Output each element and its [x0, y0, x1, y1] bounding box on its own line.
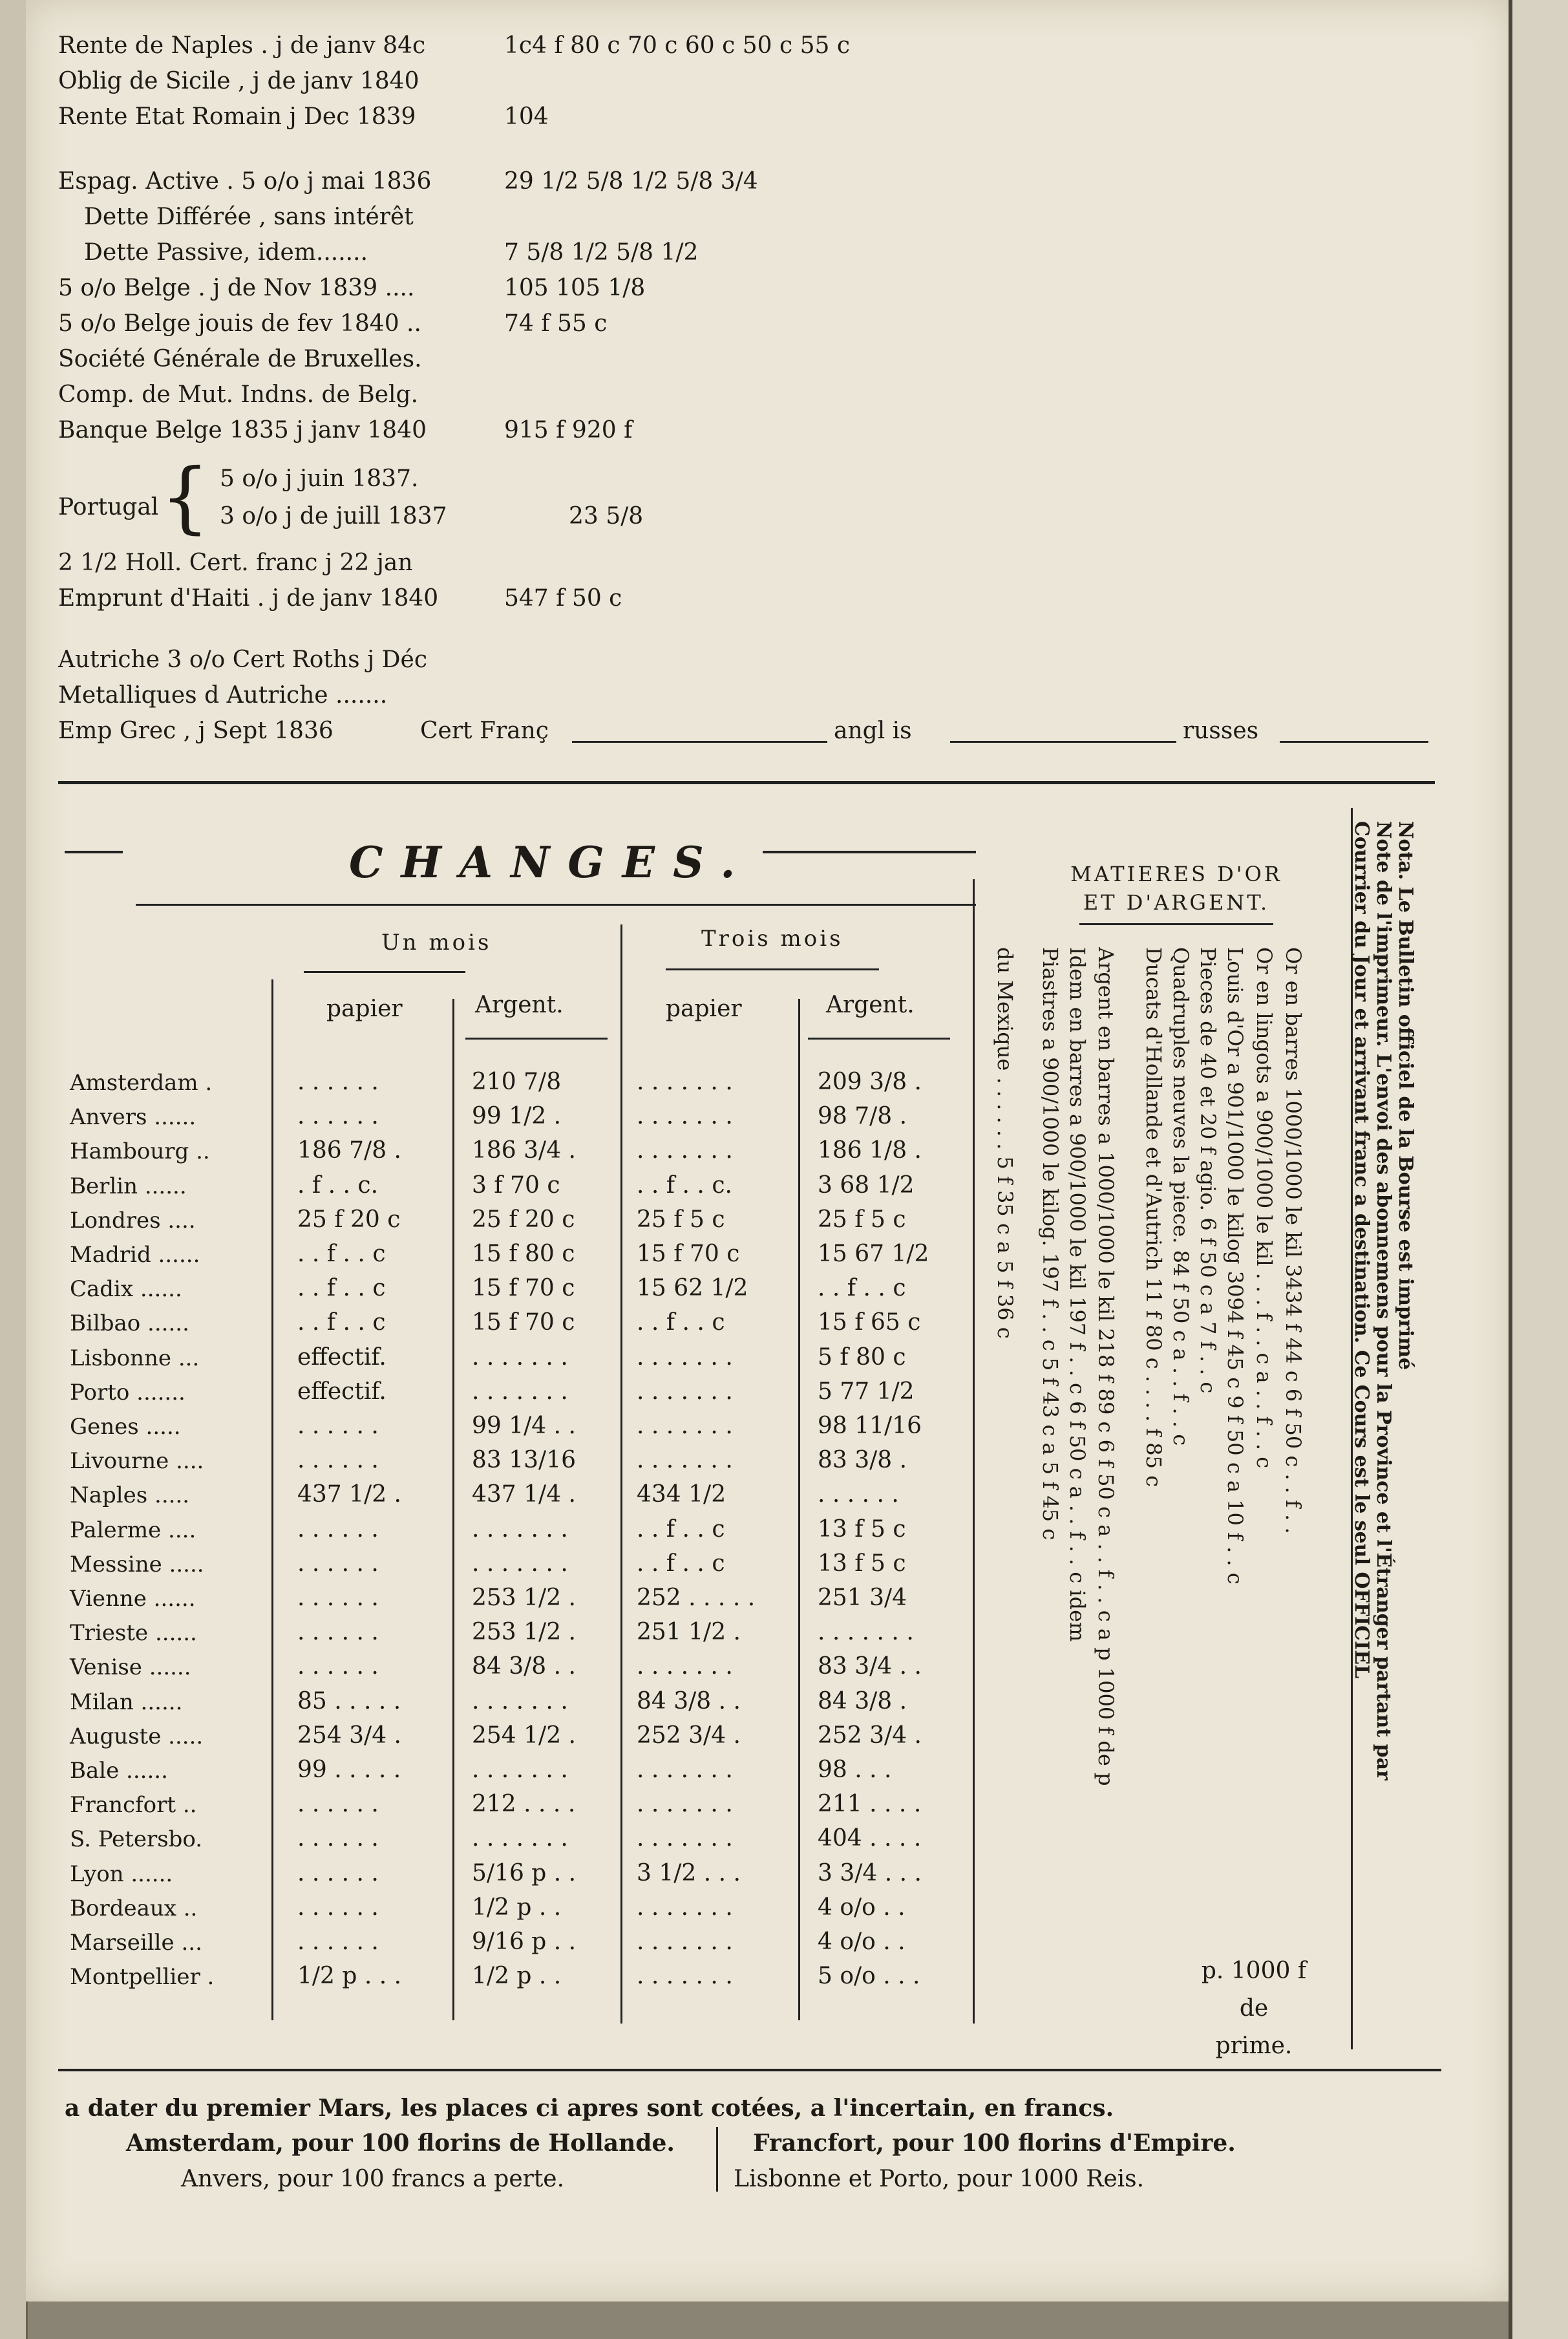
exchange-rate: 5 f 80 c: [818, 1344, 906, 1371]
exchange-city: Livourne ....: [70, 1448, 204, 1474]
portugal-group: [58, 453, 1428, 550]
column-rule: [620, 924, 622, 2024]
exchange-rate: . . . . . . .: [818, 1619, 914, 1645]
trois-mois-swash: [666, 968, 879, 970]
security-row: [58, 310, 1428, 346]
exchange-rate: 13 f 5 c: [818, 1516, 906, 1543]
exchange-rate: 84 3/8 . .: [637, 1688, 741, 1714]
exchange-rate: effectif.: [297, 1378, 387, 1405]
exchange-rate: . . . . . . .: [637, 1653, 733, 1680]
exchange-rate: . . . . . . .: [637, 1791, 733, 1817]
exchange-rate: 254 3/4 .: [297, 1722, 401, 1749]
exchange-city: Milan ......: [70, 1689, 183, 1715]
security-row: [58, 239, 1428, 275]
exchange-rate: . . . . . . .: [472, 1825, 568, 1852]
security-row: [58, 550, 1428, 585]
exchange-city: Montpellier .: [70, 1964, 215, 1990]
exchange-rate: 253 1/2 .: [472, 1585, 576, 1611]
exchange-rate: . . . . . .: [297, 1516, 379, 1543]
changes-title-rule-right: [763, 851, 976, 853]
exchange-city: Amsterdam .: [70, 1070, 213, 1096]
exchange-rate: . . . . . . .: [637, 1344, 733, 1371]
exchange-rate: . . . . . . .: [637, 1413, 733, 1439]
exchange-rate: 25 f 5 c: [637, 1206, 725, 1233]
exchange-rate: 84 3/8 .: [818, 1688, 907, 1714]
exchange-rate: 99 1/2 .: [472, 1103, 562, 1129]
exchange-rate: . . . . . . .: [637, 1894, 733, 1921]
exchange-rate: 3 f 70 c: [472, 1172, 560, 1199]
matieres-line: Ducats d'Hollande et d'Autrich 11 f 80 c . . . . f 85 c: [1141, 947, 1166, 1488]
security-value: 29 1/2 5/8 1/2 5/8 3/4: [504, 168, 758, 195]
exchange-rate: . . f . . c: [637, 1550, 725, 1577]
exchange-rate: 98 . . .: [818, 1757, 892, 1783]
exchange-rate: 4 o/o . .: [818, 1894, 906, 1921]
exchange-city: Cadix ......: [70, 1276, 182, 1302]
security-row: [58, 346, 1428, 381]
exchange-rate: 15 67 1/2: [818, 1241, 929, 1267]
exchange-rate: 211 . . . .: [818, 1791, 922, 1817]
exchange-city: Genes .....: [70, 1414, 181, 1440]
exchange-rate: 3 3/4 . . .: [818, 1860, 922, 1886]
security-row: [58, 417, 1428, 453]
exchange-rate: 5/16 p . .: [472, 1860, 577, 1886]
exchange-rate: . . . . . . .: [472, 1757, 568, 1783]
security-row: [58, 103, 1428, 139]
matieres-line: du Mexique . . . . . . 5 f 35 c a 5 f 36 c: [993, 947, 1017, 1339]
exchange-city: Naples .....: [70, 1482, 190, 1508]
exchange-rate: . . f . . c: [297, 1309, 386, 1336]
changes-title-rule-left: [65, 851, 123, 853]
security-label: Oblig de Sicile , j de janv 1840: [58, 68, 419, 94]
exchange-rate: 25 f 20 c: [297, 1206, 401, 1233]
russes-label: russes: [1183, 718, 1259, 744]
exchange-rate: 83 13/16: [472, 1447, 576, 1473]
exchange-rate: . . . . . .: [297, 1585, 379, 1611]
exchange-rate: . . . . . . .: [472, 1344, 568, 1371]
exchange-rate: 5 77 1/2: [818, 1378, 915, 1405]
un-mois-header: Un mois: [381, 930, 492, 956]
portugal-value: 23 5/8: [569, 503, 644, 529]
matieres-line: Piastres a 900/1000 le kilog. 197 f . . c 5 f 43 c a 5 f 45 c: [1038, 947, 1063, 1541]
emp-grec-row: [58, 718, 1428, 753]
exchange-rate: 3 68 1/2: [818, 1172, 915, 1199]
exchange-rate: 437 1/2 .: [297, 1481, 401, 1508]
exchange-city: Auguste .....: [70, 1724, 204, 1749]
anglais-label: angl is: [834, 718, 912, 744]
exchange-rate: 15 f 80 c: [472, 1241, 575, 1267]
exchange-city: Messine .....: [70, 1552, 204, 1577]
exchange-rate: 252 3/4 .: [818, 1722, 922, 1749]
footer-francfort: Francfort, pour 100 florins d'Empire.: [753, 2130, 1236, 2157]
exchange-rate: . . f . . c: [637, 1516, 725, 1543]
printer-note-line: Courrier du Jour et arrivant franc a destination. Ce Cours est le seul OFFICIEL: [1350, 821, 1373, 1679]
security-label: Comp. de Mut. Indns. de Belg.: [58, 381, 419, 408]
exchange-rate: . . . . . .: [297, 1894, 379, 1921]
exchange-city: Vienne ......: [70, 1586, 196, 1612]
trois-mois-papier-header: papier: [666, 996, 742, 1022]
exchange-rate: 15 f 70 c: [472, 1275, 575, 1301]
exchange-rate: 15 f 65 c: [818, 1309, 921, 1336]
security-row: [58, 168, 1428, 204]
security-row: [58, 275, 1428, 310]
exchange-rate: . . . . . . .: [472, 1378, 568, 1405]
security-row: [58, 32, 1428, 68]
exchange-rate: 212 . . . .: [472, 1791, 576, 1817]
security-value: 547 f 50 c: [504, 585, 622, 612]
adjacent-page-edge-right: [1509, 0, 1568, 2339]
exchange-city: S. Petersbo.: [70, 1826, 203, 1852]
exchange-rate: . . . . . . .: [472, 1516, 568, 1543]
exchange-rate: 25 f 5 c: [818, 1206, 906, 1233]
matieres-line: Idem en barres a 900/1000 le kil 197 f . . c 6 f 50 c a . . f . . c idem: [1065, 947, 1090, 1642]
exchange-rate: . . f . . c: [637, 1309, 725, 1336]
security-label: Metalliques d Autriche .......: [58, 682, 388, 709]
exchange-rate: . . . . . .: [297, 1619, 379, 1645]
exchange-rate: 1/2 p . .: [472, 1963, 562, 1989]
exchange-city: Madrid ......: [70, 1242, 200, 1268]
exchange-rate: 99 . . . . .: [297, 1757, 401, 1783]
exchange-city: Porto .......: [70, 1380, 185, 1405]
exchange-city: Londres ....: [70, 1208, 196, 1234]
portugal-brace: {: [160, 453, 210, 542]
exchange-rate: 1/2 p . .: [472, 1894, 562, 1921]
exchange-rate: 25 f 20 c: [472, 1206, 575, 1233]
trois-mois-argent-header: Argent.: [826, 992, 915, 1018]
emp-grec-label: Emp Grec , j Sept 1836: [58, 718, 334, 744]
prime-note: [1189, 1952, 1319, 2065]
exchange-rate: 15 f 70 c: [472, 1309, 575, 1336]
exchange-rate: 83 3/8 .: [818, 1447, 907, 1473]
exchange-rate: 209 3/8 .: [818, 1069, 922, 1095]
column-rule: [798, 999, 800, 2020]
security-label: Rente Etat Romain j Dec 1839: [58, 103, 416, 130]
matieres-line: Argent en barres a 1000/1000 le kil 218 f 89 c 6 f 50 c a . . f . . c a p 1000 f de p: [1094, 947, 1118, 1786]
argent-underline-2: [808, 1038, 950, 1040]
security-row: [58, 682, 1428, 718]
prime-line2: de: [1239, 1995, 1269, 2022]
section-divider: [58, 781, 1435, 784]
security-label: 2 1/2 Holl. Cert. franc j 22 jan: [58, 550, 413, 576]
exchange-rate: . . . . . . .: [472, 1550, 568, 1577]
security-value: 7 5/8 1/2 5/8 1/2: [504, 239, 699, 266]
exchange-rate: 9/16 p . .: [472, 1928, 577, 1955]
exchange-rate: 98 11/16: [818, 1413, 922, 1439]
exchange-rate: 4 o/o . .: [818, 1928, 906, 1955]
exchange-rate: . . . . . .: [818, 1481, 899, 1508]
footer-lisbonne: Lisbonne et Porto, pour 1000 Reis.: [734, 2166, 1145, 2192]
column-rule: [973, 879, 975, 2024]
security-label: Emprunt d'Haiti . j de janv 1840: [58, 585, 439, 612]
exchange-rate: . . . . . . .: [637, 1447, 733, 1473]
changes-title: CHANGES.: [349, 837, 754, 888]
exchange-rate: . . f . . c: [297, 1275, 386, 1301]
prime-line1: p. 1000 f: [1201, 1958, 1307, 1984]
security-label: Espag. Active . 5 o/o j mai 1836: [58, 168, 432, 195]
matieres-line: Pieces de 40 et 20 f agio. 6 f 50 c a 7 f . . c: [1196, 947, 1220, 1394]
un-mois-swash: [304, 971, 465, 973]
security-row: [58, 68, 1428, 103]
un-mois-papier-header: papier: [326, 996, 403, 1022]
exchange-rate: . . . . . .: [297, 1413, 379, 1439]
exchange-rate: . . f . . c: [818, 1275, 906, 1301]
portugal-line2: 3 o/o j de juill 1837: [220, 503, 447, 529]
security-value: 915 f 920 f: [504, 417, 633, 443]
exchange-city: Bordeaux ..: [70, 1896, 198, 1921]
footer-amsterdam: Amsterdam, pour 100 florins de Hollande.: [126, 2130, 675, 2157]
exchange-rate: . . . . . .: [297, 1447, 379, 1473]
footer-divider: [58, 2069, 1441, 2071]
exchange-rate: 404 . . . .: [818, 1825, 922, 1852]
exchange-rate: 434 1/2: [637, 1481, 726, 1508]
matieres-line: Louis d'Or a 901/1000 le kilog 3094 f 45 c 9 f 50 c a 10 f . . c: [1223, 947, 1247, 1585]
security-label: Rente de Naples . j de janv 84c: [58, 32, 426, 59]
matieres-line: Or en lingots a 900/1000 le kil . . . f . . c a . . f . . c: [1252, 947, 1277, 1469]
exchange-rate: 1/2 p . . .: [297, 1963, 402, 1989]
russes-rule: [1280, 741, 1428, 743]
exchange-rate: . . . . . .: [297, 1103, 379, 1129]
security-label: Dette Différée , sans intérêt: [84, 204, 414, 230]
exchange-rate: . . . . . . .: [472, 1688, 568, 1714]
security-label: Société Générale de Bruxelles.: [58, 346, 422, 372]
exchange-rate: 252 . . . . .: [637, 1585, 756, 1611]
changes-title-underline: [136, 904, 976, 906]
exchange-rate: 13 f 5 c: [818, 1550, 906, 1577]
exchange-rate: 251 1/2 .: [637, 1619, 741, 1645]
exchange-city: Bilbao ......: [70, 1310, 189, 1336]
exchange-rate: . f . . c.: [297, 1172, 379, 1199]
exchange-rate: 186 1/8 .: [818, 1137, 922, 1164]
column-rule: [271, 979, 273, 2020]
security-value: 104: [504, 103, 549, 130]
exchange-city: Trieste ......: [70, 1620, 197, 1646]
exchange-rate: effectif.: [297, 1344, 387, 1371]
exchange-rate: . . . . . .: [297, 1791, 379, 1817]
exchange-rate: . . . . . .: [297, 1653, 379, 1680]
exchange-city: Francfort ..: [70, 1792, 197, 1818]
spacer: [58, 139, 1428, 168]
security-label: 5 o/o Belge . j de Nov 1839 ....: [58, 275, 415, 301]
exchange-city: Hambourg ..: [70, 1138, 210, 1164]
security-row: [58, 204, 1428, 239]
exchange-rate: 15 62 1/2: [637, 1275, 748, 1301]
exchange-rate: . . f . . c.: [637, 1172, 732, 1199]
un-mois-argent-header: Argent.: [475, 992, 564, 1018]
exchange-rate: 253 1/2 .: [472, 1619, 576, 1645]
spacer: [58, 621, 1428, 646]
matieres-title: [1041, 860, 1312, 917]
exchange-rate: 210 7/8: [472, 1069, 562, 1095]
matieres-title-line1: MATIERES D'OR: [1070, 862, 1282, 886]
exchange-rate: . . f . . c: [297, 1241, 386, 1267]
exchange-rate: 99 1/4 . .: [472, 1413, 576, 1439]
exchange-rate: . . . . . .: [297, 1550, 379, 1577]
security-row: [58, 381, 1428, 417]
printer-note-line: Nota. Le Bulletin officiel de la Bourse est imprimé: [1394, 821, 1417, 1371]
argent-underline-1: [465, 1038, 608, 1040]
exchange-city: Marseille ...: [70, 1930, 202, 1956]
exchange-rate: 5 o/o . . .: [818, 1963, 920, 1989]
exchange-rate: . . . . . . .: [637, 1378, 733, 1405]
exchange-rate: . . . . . .: [297, 1825, 379, 1852]
portugal-line1: 5 o/o j juin 1837.: [220, 465, 419, 492]
exchange-city: Anvers ......: [70, 1104, 196, 1130]
exchange-rate: . . . . . . .: [637, 1825, 733, 1852]
security-row: [58, 646, 1428, 682]
exchange-rate: . . . . . . .: [637, 1103, 733, 1129]
footer-main-text: a dater du premier Mars, les places ci apres sont cotées, a l'incertain, en francs.: [65, 2095, 1114, 2122]
exchange-rate: . . . . . .: [297, 1069, 379, 1095]
matieres-title-line2: ET D'ARGENT.: [1083, 890, 1270, 915]
exchange-city: Lyon ......: [70, 1861, 173, 1887]
exchange-city: Venise ......: [70, 1654, 191, 1680]
adjacent-page-edge-left: [0, 0, 28, 2339]
matieres-line: Or en barres 1000/1000 le kil 3434 f 44 c 6 f 50 c . . f . .: [1281, 947, 1306, 1534]
matieres-underline: [1079, 923, 1273, 925]
exchange-city: Lisbonne ...: [70, 1345, 200, 1371]
exchange-rate: . . . . . .: [297, 1928, 379, 1955]
prime-line3: prime.: [1215, 2033, 1293, 2059]
security-row: [58, 585, 1428, 621]
exchange-rate: 186 7/8 .: [297, 1137, 401, 1164]
exchange-rate: 254 1/2 .: [472, 1722, 576, 1749]
column-rule: [452, 999, 454, 2020]
security-value: 105 105 1/8: [504, 275, 646, 301]
exchange-rate: . . . . . . .: [637, 1069, 733, 1095]
cert-franc-rule: [572, 741, 827, 743]
exchange-rate: . . . . . . .: [637, 1963, 733, 1989]
security-label: Dette Passive, idem.......: [84, 239, 368, 266]
exchange-rate: 3 1/2 . . .: [637, 1860, 741, 1886]
exchange-rate: 437 1/4 .: [472, 1481, 576, 1508]
exchange-rate: 83 3/4 . .: [818, 1653, 922, 1680]
securities-list: [58, 32, 1428, 753]
cert-franc-label: Cert Franç: [420, 718, 549, 744]
exchange-rate: 84 3/8 . .: [472, 1653, 576, 1680]
exchange-rate: 186 3/4 .: [472, 1137, 576, 1164]
security-label: Banque Belge 1835 j janv 1840: [58, 417, 427, 443]
exchange-rate: . . . . . . .: [637, 1757, 733, 1783]
footer-column-rule: [716, 2127, 718, 2192]
exchange-rate: . . . . . .: [297, 1860, 379, 1886]
exchange-city: Bale ......: [70, 1758, 168, 1784]
exchange-rate: 98 7/8 .: [818, 1103, 907, 1129]
exchange-rate: . . . . . . .: [637, 1137, 733, 1164]
anglais-rule: [950, 741, 1176, 743]
trois-mois-header: Trois mois: [701, 926, 843, 952]
printer-note-line: Note de l'imprimeur. L'envoi des abonnemens pour la Province et l'Étranger partant par: [1372, 821, 1395, 1780]
exchange-rate: 252 3/4 .: [637, 1722, 741, 1749]
matieres-line: Quadruples neuves la piece. 84 f 50 c a . . f . . c: [1169, 947, 1193, 1446]
exchange-rate: 251 3/4: [818, 1585, 907, 1611]
security-label: 5 o/o Belge jouis de fev 1840 ..: [58, 310, 421, 337]
security-value: 74 f 55 c: [504, 310, 608, 337]
footer-anvers: Anvers, pour 100 francs a perte.: [181, 2166, 565, 2192]
exchange-city: Berlin ......: [70, 1173, 187, 1199]
portugal-label: Portugal: [58, 494, 159, 520]
security-value: 1c4 f 80 c 70 c 60 c 50 c 55 c: [504, 32, 851, 59]
security-label: Autriche 3 o/o Cert Roths j Déc: [58, 646, 427, 673]
exchange-rate: . . . . . . .: [637, 1928, 733, 1955]
exchange-rate: 15 f 70 c: [637, 1241, 740, 1267]
exchange-city: Palerme ....: [70, 1517, 196, 1543]
exchange-rate: 85 . . . . .: [297, 1688, 401, 1714]
